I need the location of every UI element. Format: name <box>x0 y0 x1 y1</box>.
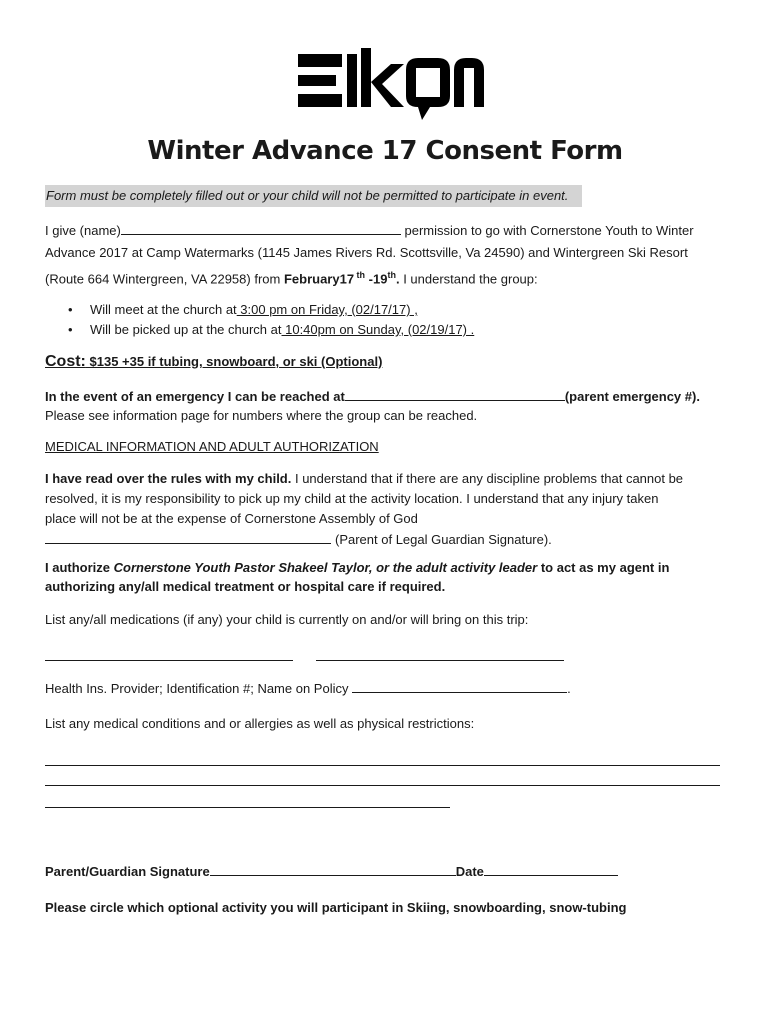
authorize-b: Cornerstone Youth Pastor Shakeel Taylor, or the adult activity leader <box>113 560 538 575</box>
eikon-logo <box>296 44 486 124</box>
date-label: Date <box>455 864 484 879</box>
medical-heading: MEDICAL INFORMATION AND ADULT AUTHORIZATION <box>45 439 379 454</box>
medication-field-1[interactable] <box>45 660 293 661</box>
schedule-list <box>68 300 474 340</box>
rules-line3: place will not be at the expense of Cornerstone Assembly of God <box>45 511 418 526</box>
authorize-a: I authorize <box>45 560 114 575</box>
conditions-label: List any medical conditions and or allergies as well as physical restrictions: <box>45 716 475 731</box>
intro-paragraph <box>45 220 735 290</box>
logo-text: EIKON <box>296 44 300 45</box>
insurance-end: . <box>567 681 571 696</box>
list-item <box>68 300 474 320</box>
bullet-text: Will be picked up at the church at <box>90 322 282 337</box>
medication-field-2[interactable] <box>316 660 564 661</box>
intro-dates: February17 <box>283 271 355 287</box>
rules-bold: I have read over the rules with my child. <box>45 471 292 486</box>
intro-dash: -19 <box>365 271 388 287</box>
bullet-text: Will meet at the church at <box>90 302 237 317</box>
emergency-section <box>45 386 735 425</box>
intro-line2: Advance 2017 at Camp Watermarks (1145 James Rivers Rd. Scottsville, Va 24590) and Wintergreen Ski Resort <box>45 245 688 260</box>
authorize-section <box>45 558 735 596</box>
intro-line3: (Route 664 Wintergreen, VA 22958) from <box>45 271 284 287</box>
bullet-detail: 10:40pm on Sunday, (02/19/17) . <box>281 322 475 337</box>
intro-i-give: I give (name) <box>45 223 121 238</box>
authorize-c: to act as my agent in <box>537 560 670 575</box>
signature-label: Parent/Guardian Signature <box>45 864 210 879</box>
guardian-signature-field[interactable] <box>45 529 331 544</box>
notice-banner: Form must be completely filled out or your child will not be permitted to participate in event. <box>45 185 582 207</box>
emergency-phone-field[interactable] <box>345 386 565 401</box>
date-field[interactable] <box>484 861 618 876</box>
authorize-line2: authorizing any/all medical treatment or hospital care if required. <box>45 579 446 594</box>
conditions-field-1[interactable] <box>45 765 720 766</box>
rules-line2: resolved, it is my responsibility to pick up my child at the activity location. I understand that any injury taken <box>45 491 659 506</box>
bullet-detail: 3:00 pm on Friday, (02/17/17) , <box>236 302 418 317</box>
intro-understand: I understand the group: <box>399 271 538 287</box>
insurance-label: Health Ins. Provider; Identification #; Name on Policy <box>45 681 353 696</box>
conditions-field-3[interactable] <box>45 807 450 808</box>
list-item <box>68 320 474 340</box>
rules-text: I understand that if there are any discipline problems that cannot be <box>291 471 684 486</box>
cost-line <box>45 353 382 371</box>
emergency-info: Please see information page for numbers where the group can be reached. <box>45 408 478 423</box>
rules-section <box>45 469 735 550</box>
intro-sup2: th <box>387 270 396 280</box>
emergency-tail: (parent emergency #). <box>564 389 700 404</box>
cost-text: $135 +35 if tubing, snowboard, or ski (Optional) <box>85 354 383 369</box>
medications-label: List any/all medications (if any) your child is currently on and/or will bring on this trip: <box>45 612 529 627</box>
signature-line <box>45 861 618 879</box>
cost-label: Cost: <box>45 353 86 370</box>
intro-dot: . <box>395 271 400 287</box>
guardian-signature-label: (Parent of Legal Guardian Signature). <box>335 532 552 547</box>
insurance-field[interactable] <box>352 678 567 693</box>
child-name-field[interactable] <box>121 220 401 235</box>
page-title: Winter Advance 17 Consent Form <box>147 136 623 166</box>
activity-instruction: Please circle which optional activity you will participant in Skiing, snowboarding, snow-tubing <box>45 900 627 915</box>
intro-permission: permission to go with Cornerstone Youth to Winter <box>400 223 694 238</box>
parent-signature-field[interactable] <box>210 861 456 876</box>
conditions-field-2[interactable] <box>45 785 720 786</box>
emergency-lead: In the event of an emergency I can be reached at <box>45 389 345 404</box>
intro-sup1: th <box>354 270 366 280</box>
insurance-line <box>45 678 735 700</box>
